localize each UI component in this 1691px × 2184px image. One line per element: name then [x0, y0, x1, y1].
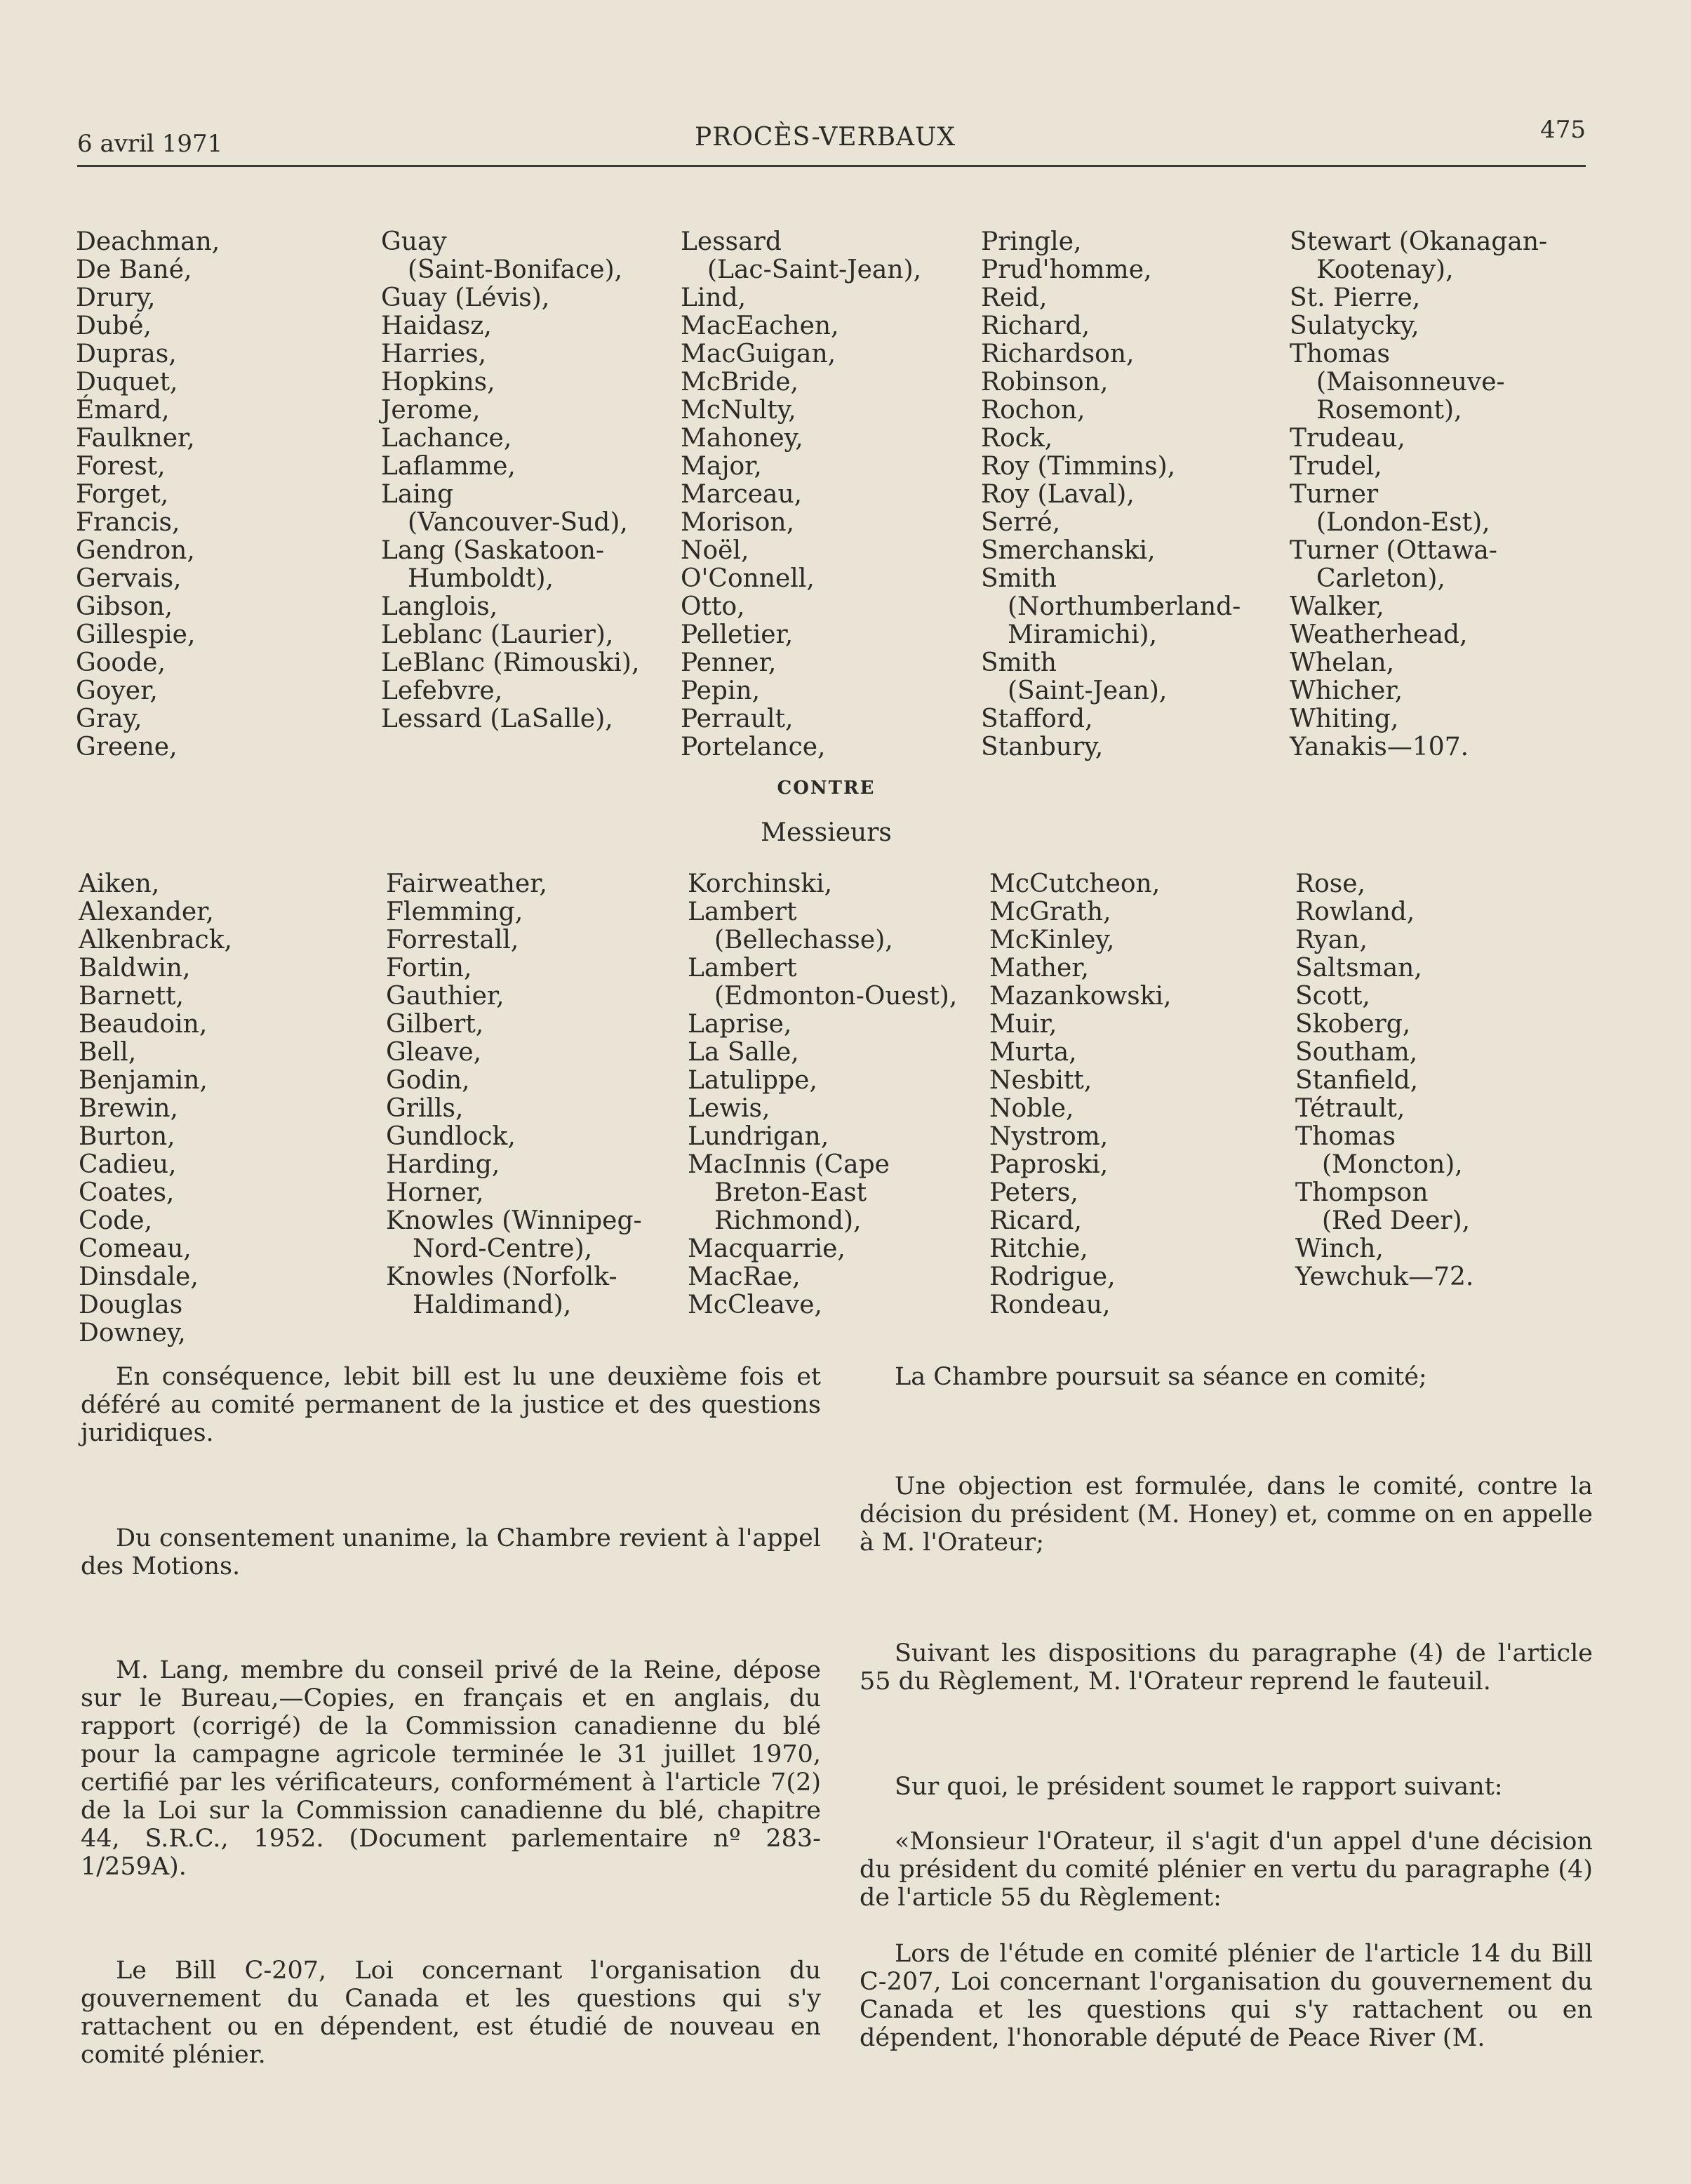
- member-name: Portelance,: [681, 733, 826, 761]
- member-name: Reid,: [981, 284, 1048, 312]
- member-name: Thomas: [1290, 340, 1390, 368]
- messieurs-heading: Messieurs: [761, 818, 892, 847]
- member-name: Greene,: [76, 733, 178, 761]
- member-name: (Northumberland-: [1008, 592, 1241, 621]
- member-name: La Salle,: [688, 1038, 799, 1067]
- member-name: Laprise,: [688, 1010, 792, 1039]
- member-name: Mather,: [989, 954, 1089, 983]
- member-name: Gleave,: [386, 1038, 482, 1067]
- paragraph: Le Bill C-207, Loi concernant l'organisation du gouvernement du Canada et les questions qui s'y rattachent ou en dépendent, est étudié de nouveau en comité plénier.: [81, 1957, 821, 2069]
- member-name: Pelletier,: [681, 620, 794, 649]
- member-name: Bell,: [79, 1038, 137, 1067]
- member-name: Leblanc (Laurier),: [381, 620, 614, 649]
- member-name: Thomas: [1295, 1122, 1396, 1151]
- member-name: Turner (Ottawa-: [1290, 536, 1497, 565]
- member-name: Richmond),: [714, 1206, 862, 1235]
- member-name: Pringle,: [981, 227, 1082, 256]
- paragraph: M. Lang, membre du conseil privé de la Reine, dépose sur le Bureau,—Copies, en français et en anglais, du rapport (corrigé) de la Commission canadienne du blé pour la campagne agricole terminée le 31 juillet 1970, certifié par les vérificateurs, conformément à l'article 7(2) de la Loi sur la Commission canadienne du blé, chapitre 44, S.R.C., 1952. (Document parlementaire nº 283-1/259A).: [81, 1656, 821, 1881]
- member-name: Korchinski,: [688, 870, 833, 898]
- member-name: Ryan,: [1295, 926, 1368, 954]
- member-name: McBride,: [681, 368, 798, 397]
- member-name: Rochon,: [981, 396, 1085, 425]
- member-name: Whicher,: [1290, 677, 1403, 705]
- member-name: Lambert: [688, 954, 797, 983]
- member-name: Downey,: [79, 1319, 186, 1347]
- member-name: Skoberg,: [1295, 1010, 1411, 1039]
- member-name: Trudeau,: [1290, 424, 1405, 453]
- member-name: Nord-Centre),: [413, 1234, 593, 1263]
- member-name: Rock,: [981, 424, 1053, 453]
- paragraph: Sur quoi, le président soumet le rapport suivant:: [895, 1773, 1503, 1801]
- member-name: Noble,: [989, 1094, 1074, 1123]
- member-name: Deachman,: [76, 227, 220, 256]
- member-name: Yanakis—107.: [1290, 733, 1469, 761]
- member-name: (London-Est),: [1316, 508, 1490, 537]
- paragraph: La Chambre poursuit sa séance en comité;: [895, 1363, 1427, 1391]
- member-name: Winch,: [1295, 1234, 1384, 1263]
- member-name: St. Pierre,: [1290, 284, 1421, 312]
- paragraph: «Monsieur l'Orateur, il s'agit d'un appel d'une décision du président du comité plénier en vertu du paragraphe (4) de l'article 55 du Règlement:: [860, 1827, 1593, 1912]
- member-name: Gauthier,: [386, 982, 504, 1011]
- member-name: Lessard (LaSalle),: [381, 705, 613, 733]
- member-name: Noël,: [681, 536, 749, 565]
- pour-column: [76, 228, 220, 761]
- member-name: Thompson: [1295, 1178, 1429, 1207]
- member-name: De Bané,: [76, 255, 192, 284]
- member-name: Flemming,: [386, 898, 523, 926]
- member-name: Smith: [981, 648, 1057, 677]
- member-name: Goode,: [76, 648, 166, 677]
- member-name: O'Connell,: [681, 564, 815, 593]
- member-name: Breton-East: [714, 1178, 867, 1207]
- member-name: McKinley,: [989, 926, 1115, 954]
- member-name: Alexander,: [79, 898, 214, 926]
- member-name: Miramichi),: [1008, 620, 1158, 649]
- member-name: Scott,: [1295, 982, 1370, 1011]
- member-name: Beaudoin,: [79, 1010, 208, 1039]
- member-name: MacRae,: [688, 1263, 801, 1291]
- member-name: Forget,: [76, 480, 169, 509]
- member-name: (Vancouver-Sud),: [408, 508, 628, 537]
- member-name: Guay: [381, 227, 447, 256]
- member-name: Morison,: [681, 508, 795, 537]
- member-name: Duquet,: [76, 368, 178, 397]
- member-name: Trudel,: [1290, 452, 1382, 481]
- member-name: Paproski,: [989, 1150, 1109, 1179]
- member-name: Mahoney,: [681, 424, 803, 453]
- member-name: Perrault,: [681, 705, 794, 733]
- member-name: Burton,: [79, 1122, 175, 1151]
- member-name: Prud'homme,: [981, 255, 1152, 284]
- header-title: PROCÈS-VERBAUX: [695, 123, 956, 152]
- member-name: Code,: [79, 1206, 153, 1235]
- member-name: MacGuigan,: [681, 340, 836, 368]
- member-name: Rodrigue,: [989, 1263, 1116, 1291]
- member-name: Haldimand),: [413, 1291, 572, 1319]
- member-name: Stewart (Okanagan-: [1290, 227, 1548, 256]
- contre-column: [989, 870, 1172, 1319]
- member-name: Forrestall,: [386, 926, 519, 954]
- member-name: Robinson,: [981, 368, 1109, 397]
- member-name: (Edmonton-Ouest),: [714, 982, 958, 1011]
- member-name: Yewchuk—72.: [1295, 1263, 1474, 1291]
- member-name: Fairweather,: [386, 870, 547, 898]
- member-name: Faulkner,: [76, 424, 195, 453]
- contre-column: [1295, 870, 1473, 1291]
- member-name: Lefebvre,: [381, 677, 503, 705]
- member-name: Comeau,: [79, 1234, 192, 1263]
- member-name: Gervais,: [76, 564, 182, 593]
- member-name: Haidasz,: [381, 312, 492, 340]
- member-name: Knowles (Winnipeg-: [386, 1206, 642, 1235]
- member-name: Guay (Lévis),: [381, 284, 550, 312]
- member-name: Laflamme,: [381, 452, 516, 481]
- member-name: Walker,: [1290, 592, 1384, 621]
- member-name: Roy (Timmins),: [981, 452, 1176, 481]
- member-name: Knowles (Norfolk-: [386, 1263, 617, 1291]
- member-name: Douglas: [79, 1291, 183, 1319]
- member-name: Dubé,: [76, 312, 152, 340]
- member-name: (Saint-Jean),: [1008, 677, 1168, 705]
- member-name: Marceau,: [681, 480, 803, 509]
- member-name: Gray,: [76, 705, 142, 733]
- member-name: Gendron,: [76, 536, 195, 565]
- member-name: Hopkins,: [381, 368, 495, 397]
- member-name: Brewin,: [79, 1094, 178, 1123]
- member-name: Coates,: [79, 1178, 175, 1207]
- member-name: Dinsdale,: [79, 1263, 199, 1291]
- member-name: Humboldt),: [408, 564, 554, 593]
- member-name: Lewis,: [688, 1094, 770, 1123]
- member-name: Barnett,: [79, 982, 184, 1011]
- pour-column: [681, 228, 921, 761]
- member-name: Harding,: [386, 1150, 500, 1179]
- member-name: Mazankowski,: [989, 982, 1172, 1011]
- member-name: McNulty,: [681, 396, 796, 425]
- member-name: Lind,: [681, 284, 747, 312]
- member-name: Grills,: [386, 1094, 464, 1123]
- member-name: Southam,: [1295, 1038, 1418, 1067]
- member-name: Lang (Saskatoon-: [381, 536, 605, 565]
- member-name: MacInnis (Cape: [688, 1150, 890, 1179]
- member-name: Langlois,: [381, 592, 498, 621]
- member-name: Gilbert,: [386, 1010, 484, 1039]
- member-name: Rose,: [1295, 870, 1366, 898]
- member-name: Godin,: [386, 1066, 470, 1095]
- member-name: Whiting,: [1290, 705, 1399, 733]
- member-name: Sulatycky,: [1290, 312, 1419, 340]
- paragraph: Lors de l'étude en comité plénier de l'article 14 du Bill C-207, Loi concernant l'organisation du gouvernement du Canada et les questions qui s'y rattachent ou en dépendent, l'honorable député de Peace River (M.: [860, 1940, 1593, 2052]
- contre-heading: CONTRE: [777, 778, 876, 799]
- contre-column: [386, 870, 642, 1319]
- member-name: Stanfield,: [1295, 1066, 1419, 1095]
- member-name: Horner,: [386, 1178, 484, 1207]
- page-header: [77, 116, 1586, 167]
- pour-column: [381, 228, 639, 733]
- member-name: Lessard: [681, 227, 782, 256]
- paragraph: Une objection est formulée, dans le comité, contre la décision du président (M. Honey) et, comme on en appelle à M. l'Orateur;: [860, 1472, 1593, 1557]
- member-name: MacEachen,: [681, 312, 839, 340]
- member-name: Rowland,: [1295, 898, 1415, 926]
- member-name: Saltsman,: [1295, 954, 1422, 983]
- contre-column: [688, 870, 957, 1319]
- member-name: Stafford,: [981, 705, 1093, 733]
- member-name: Peters,: [989, 1178, 1078, 1207]
- member-name: Smith: [981, 564, 1057, 593]
- pour-column: [1290, 228, 1547, 761]
- member-name: Lambert: [688, 898, 797, 926]
- member-name: Richardson,: [981, 340, 1135, 368]
- member-name: Otto,: [681, 592, 745, 621]
- member-name: Harries,: [381, 340, 487, 368]
- member-name: Carleton),: [1316, 564, 1445, 593]
- member-name: Jerome,: [381, 396, 481, 425]
- member-name: Cadieu,: [79, 1150, 177, 1179]
- member-name: Macquarrie,: [688, 1234, 845, 1263]
- member-name: Tétrault,: [1295, 1094, 1405, 1123]
- member-name: Aiken,: [79, 870, 160, 898]
- member-name: Ricard,: [989, 1206, 1082, 1235]
- member-name: Lundrigan,: [688, 1122, 829, 1151]
- member-name: Pepin,: [681, 677, 761, 705]
- member-name: (Moncton),: [1322, 1150, 1463, 1179]
- member-name: McCleave,: [688, 1291, 822, 1319]
- member-name: Rondeau,: [989, 1291, 1111, 1319]
- member-name: Laing: [381, 480, 454, 509]
- member-name: Kootenay),: [1316, 255, 1454, 284]
- member-name: Muir,: [989, 1010, 1057, 1039]
- member-name: Smerchanski,: [981, 536, 1156, 565]
- member-name: Stanbury,: [981, 733, 1104, 761]
- member-name: LeBlanc (Rimouski),: [381, 648, 640, 677]
- member-name: Lachance,: [381, 424, 512, 453]
- member-name: Benjamin,: [79, 1066, 208, 1095]
- member-name: Richard,: [981, 312, 1090, 340]
- contre-column: [79, 870, 232, 1347]
- member-name: McGrath,: [989, 898, 1111, 926]
- header-date: 6 avril 1971: [77, 130, 223, 158]
- member-name: Goyer,: [76, 677, 158, 705]
- member-name: Major,: [681, 452, 762, 481]
- member-name: Nesbitt,: [989, 1066, 1092, 1095]
- member-name: Penner,: [681, 648, 777, 677]
- member-name: Francis,: [76, 508, 180, 537]
- member-name: Roy (Laval),: [981, 480, 1135, 509]
- member-name: Murta,: [989, 1038, 1077, 1067]
- member-name: Gibson,: [76, 592, 173, 621]
- member-name: Fortin,: [386, 954, 472, 983]
- member-name: Whelan,: [1290, 648, 1395, 677]
- member-name: Émard,: [76, 396, 170, 425]
- member-name: Baldwin,: [79, 954, 191, 983]
- member-name: Latulippe,: [688, 1066, 817, 1095]
- paragraph: Suivant les dispositions du paragraphe (4) de l'article 55 du Règlement, M. l'Orateur reprend le fauteuil.: [860, 1639, 1593, 1696]
- member-name: Nystrom,: [989, 1122, 1109, 1151]
- member-name: (Bellechasse),: [714, 926, 893, 954]
- member-name: (Red Deer),: [1322, 1206, 1471, 1235]
- member-name: (Lac-Saint-Jean),: [707, 255, 922, 284]
- member-name: Dupras,: [76, 340, 177, 368]
- pour-column: [981, 228, 1241, 761]
- member-name: Turner: [1290, 480, 1379, 509]
- page-number: 475: [1540, 116, 1586, 144]
- paragraph: En conséquence, lebit bill est lu une deuxième fois et déféré au comité permanent de la justice et des questions juridiques.: [81, 1363, 821, 1447]
- member-name: Drury,: [76, 284, 156, 312]
- member-name: Forest,: [76, 452, 166, 481]
- member-name: McCutcheon,: [989, 870, 1161, 898]
- member-name: Gundlock,: [386, 1122, 516, 1151]
- member-name: Weatherhead,: [1290, 620, 1468, 649]
- member-name: (Maisonneuve-: [1316, 368, 1505, 397]
- member-name: Serré,: [981, 508, 1061, 537]
- paragraph: Du consentement unanime, la Chambre revient à l'appel des Motions.: [81, 1524, 821, 1580]
- member-name: (Saint-Boniface),: [408, 255, 623, 284]
- member-name: Alkenbrack,: [79, 926, 232, 954]
- member-name: Rosemont),: [1316, 396, 1462, 425]
- member-name: Ritchie,: [989, 1234, 1088, 1263]
- member-name: Gillespie,: [76, 620, 196, 649]
